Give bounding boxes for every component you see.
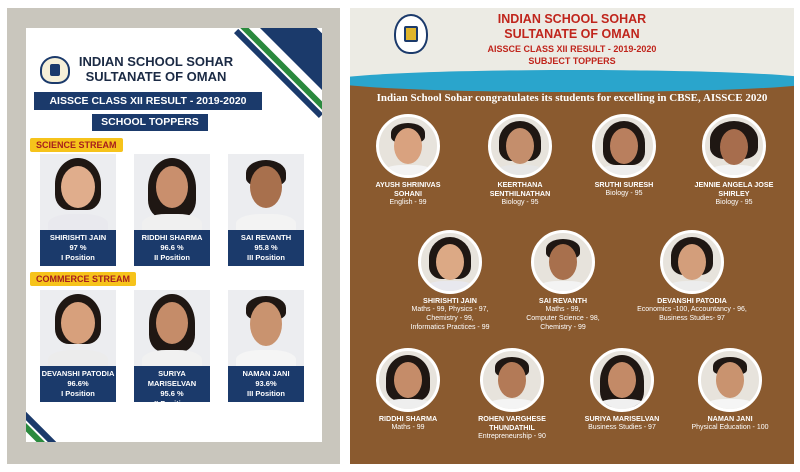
student-photo: [660, 230, 724, 294]
student-photo: [134, 154, 210, 234]
student-position: III Position: [247, 389, 285, 398]
congratulations-message: Indian School Sohar congratulates its students for excelling in CBSE, AISSCE 2020: [376, 92, 768, 104]
student-position: II Position: [154, 399, 190, 408]
student-photo: [134, 290, 210, 370]
subject-score: English - 99: [389, 199, 427, 206]
student-name: RIDDHI SHARMA: [378, 414, 438, 423]
student-name: SENTHILNATHAN: [489, 189, 551, 198]
student-photo: [531, 230, 595, 294]
subject-score: Chemistry - 99: [540, 324, 586, 331]
left-poster: [7, 8, 340, 464]
result-banner: AISSCE CLASS XII RESULT - 2019-2020: [34, 92, 262, 110]
commerce-stream-label: COMMERCE STREAM: [30, 272, 136, 286]
student-name: SHIRISHTI JAIN: [49, 233, 107, 242]
subject-topper: [358, 114, 458, 207]
school-title: [76, 54, 236, 84]
student-score: 93.6%: [255, 379, 277, 388]
toppers-title: SUBJECT TOPPERS: [528, 56, 616, 66]
student-score: 96.6%: [67, 379, 89, 388]
topper-card: [134, 154, 210, 266]
toppers-banner: SCHOOL TOPPERS: [92, 114, 208, 131]
subject-score: Physical Education - 100: [691, 424, 769, 431]
student-name: SURIYA MARISELVAN: [147, 369, 197, 388]
student-name: SAI REVANTH: [240, 233, 292, 242]
subject-topper: [390, 230, 510, 332]
subject-score: Entrepreneurship - 90: [478, 433, 546, 440]
student-name: SHIRLEY: [718, 189, 750, 198]
subject-score: Biology - 95: [605, 190, 643, 197]
student-position: I Position: [61, 253, 95, 262]
student-name: KEERTHANA: [497, 180, 543, 189]
student-photo: [228, 154, 304, 234]
topper-card: [40, 290, 116, 402]
student-name: SOHANI: [394, 189, 422, 198]
student-photo: [418, 230, 482, 294]
topper-card: [134, 290, 210, 408]
student-photo: [376, 348, 440, 412]
student-photo: [698, 348, 762, 412]
student-name: AYUSH SHRINIVAS: [375, 180, 441, 189]
topper-card: [40, 154, 116, 266]
subject-score: Business Studies - 97: [588, 424, 656, 431]
subject-topper: [470, 114, 570, 207]
student-photo: [40, 154, 116, 234]
subject-topper: [680, 348, 780, 432]
student-photo: [488, 114, 552, 178]
subject-score: Economics -100, Accountancy - 96,: [637, 306, 747, 313]
subject-topper: [574, 114, 674, 198]
subject-score: Maths - 99,: [545, 306, 581, 313]
student-name: NAMAN JANI: [242, 369, 290, 378]
student-name: SHIRISHTI JAIN: [423, 296, 477, 305]
student-name: SRUTHI SURESH: [594, 180, 654, 189]
school-country: SULTANATE OF OMAN: [85, 69, 227, 84]
corner-decoration: [207, 28, 322, 145]
school-logo: [40, 56, 70, 84]
student-photo: [376, 114, 440, 178]
subject-topper: [622, 230, 762, 323]
subject-score: Computer Science - 98,: [526, 315, 600, 322]
student-score: 95.8 %: [254, 243, 278, 252]
student-photo: [228, 290, 304, 370]
result-title: AISSCE CLASS XII RESULT - 2019-2020: [487, 44, 657, 54]
student-photo: [702, 114, 766, 178]
student-name: NAMAN JANI: [707, 414, 753, 423]
subject-score: Chemistry - 99,: [426, 315, 474, 322]
header-wave: [350, 70, 794, 92]
student-name: DEVANSHI PATODIA: [657, 296, 727, 305]
subject-topper: [462, 348, 562, 441]
school-name: INDIAN SCHOOL SOHAR: [497, 12, 647, 26]
subject-topper: [508, 230, 618, 332]
student-name: JENNIE ANGELA JOSE: [694, 180, 774, 189]
subject-score: Maths - 99: [391, 424, 425, 431]
student-position: II Position: [154, 253, 190, 262]
student-score: 95.6 %: [160, 389, 184, 398]
school-country: SULTANATE OF OMAN: [504, 27, 640, 41]
poster-paper: [26, 28, 322, 442]
student-photo: [590, 348, 654, 412]
topper-card: [228, 290, 304, 402]
subject-score: Business Studies- 97: [659, 315, 725, 322]
subject-score: Biology - 95: [715, 199, 753, 206]
school-name: INDIAN SCHOOL SOHAR: [78, 54, 234, 69]
student-name: SURIYA MARISELVAN: [584, 414, 660, 423]
subject-score: Maths - 99, Physics - 97,: [411, 306, 489, 313]
student-name: THUNDATHIL: [489, 423, 535, 432]
topper-card: [228, 154, 304, 266]
student-photo: [40, 290, 116, 370]
student-position: I Position: [61, 389, 95, 398]
subject-score: Biology - 95: [501, 199, 539, 206]
student-score: 97 %: [69, 243, 87, 252]
student-position: III Position: [247, 253, 285, 262]
science-stream-label: SCIENCE STREAM: [30, 138, 123, 152]
subject-score: Informatics Practices - 99: [410, 324, 490, 331]
subject-topper: [358, 348, 458, 432]
student-name: ROHEN VARGHESE: [478, 414, 546, 423]
right-poster: [350, 8, 794, 464]
subject-topper: [572, 348, 672, 432]
student-score: 96.6 %: [160, 243, 184, 252]
subject-topper: [684, 114, 784, 207]
student-photo: [592, 114, 656, 178]
student-name: SAI REVANTH: [538, 296, 588, 305]
student-photo: [480, 348, 544, 412]
student-name: DEVANSHI PATODIA: [41, 369, 115, 378]
student-name: RIDDHI SHARMA: [141, 233, 203, 242]
